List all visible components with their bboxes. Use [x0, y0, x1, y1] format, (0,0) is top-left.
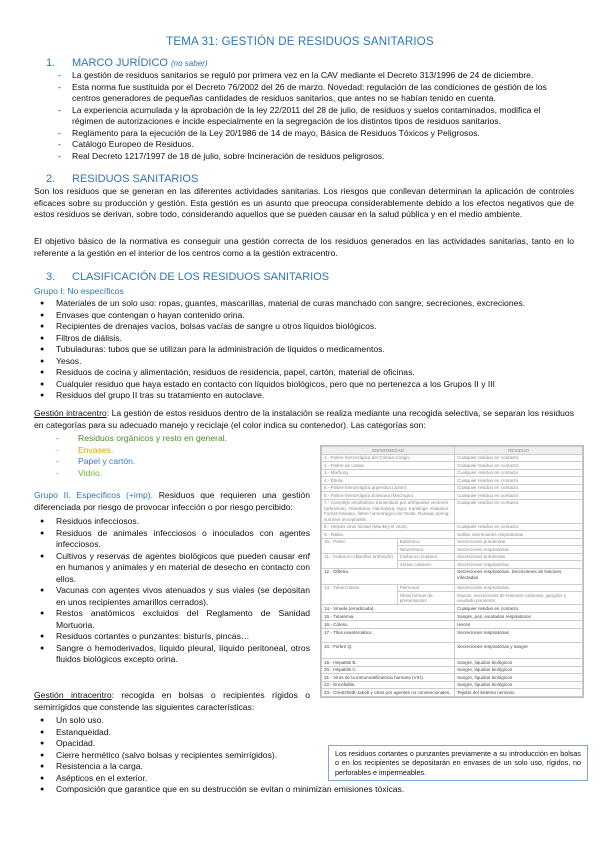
grupo2-item: ● Vacunas con agentes vivos atenuados y sus viales (se depositan en unos recipientes amarillos cerrados). [34, 585, 310, 608]
marco-list [58, 70, 572, 162]
table-cell-forma: Pulmonar: [397, 584, 454, 592]
grupo2-label: Grupo II. Específicos (+imp). [34, 490, 154, 500]
table-row [322, 469, 583, 477]
table-cell-enfermedad: 4.- Ébola. [322, 477, 455, 485]
table-cell-residuo: Secreciones purulentas [455, 553, 583, 561]
table-cell-residuo: Sangre, líquidos biológicos [455, 681, 583, 689]
table-cell-residuo: Cualquier residuo en contacto [455, 484, 583, 492]
table-row [322, 674, 583, 682]
table-cell-residuo: Sangre, pus, exudados respiratorios [455, 613, 583, 621]
marco-item: - Reglamento para la ejecución de la Ley 20/1986 de 14 de mayo, Básica de Residuos Tóxicos y Peligrosos. [58, 128, 572, 140]
grupo1-item: ● Residuos de cocina y alimentación, residuos de residencia, papel, cartón, material de oficinas. [34, 367, 584, 379]
marco-item: - La experiencia acumulada y la aprobación de la ley 22/2011 del 28 de julio, de residuos y suelos contaminados, modifica el régimen de autorizaciones e incide especialmente en la segregación de los distintos tipos de residuos sanitarios. [58, 105, 572, 128]
table-cell-enfermedad: 13.- Tuberculosis. [322, 584, 398, 605]
gestion2-item: ● Resistencia a la carga. [34, 761, 584, 773]
table-row [322, 484, 583, 492]
table-cell-enfermedad: 14.- Viruela (erradicada). [322, 605, 455, 613]
table-cell-residuo: Cualquier residuo en contacto [455, 477, 583, 485]
table-cell-enfermedad: 21.- Virus de la inmunodeficiencia humana (VIH). [322, 674, 455, 682]
table-cell-enfermedad: 16.- Cólera. [322, 621, 455, 629]
table-row [322, 643, 583, 659]
gestion1-text: : La gestión de estos residuos dentro de la instalación se realiza mediante una recogida selectiva, se separan los residuos en categorías para su adecuado manejo y reciclaje (el color indica su contenedor). Las categorías son: [34, 408, 575, 430]
table-cell-forma: Neumónica: [397, 546, 454, 554]
section-heading-residuos [46, 172, 198, 187]
marco-item: - Esta norma fue sustituida por el Decreto 76/2002 del 26 de marzo. Novedad: regulación de las condiciones de gestión de los centros generadores de pequeñas cantidades de residuos sanitarios, que antes no se habían tenido en cuenta. [58, 82, 572, 105]
table-cell-residuo: Cualquier residuo en contacto [455, 454, 583, 462]
categoria-item: - Envases. [56, 445, 296, 457]
section-heading-clasificacion [46, 270, 329, 285]
table-cell-enfermedad: 10.- Fiebre Q. [322, 643, 455, 659]
grupo1-label: Grupo I: No específicos [34, 286, 124, 296]
gestion2-item: ● Asépticos en el exterior. [34, 773, 584, 785]
table-cell-forma: Bubónica: [397, 538, 454, 546]
grupo1-item: ● Yesos. [34, 356, 584, 368]
table-cell-enfermedad: 5.- Fiebre hemorrágica argentina (Junin). [322, 484, 455, 492]
grupo2-paragraph [34, 490, 310, 513]
table-cell-enfermedad: 1.- Fiebre hemorrágica del Crimea-Congo. [322, 454, 455, 462]
grupo1-item: ● Residuos del grupo II tras su tratamiento en autoclave. [34, 390, 584, 402]
table-cell-residuo: Cualquier residuo en contacto [455, 523, 583, 531]
table-row [322, 568, 583, 584]
grupo1-item: ● Tubuladuras: tubos que se utilizan para la administración de líquidos o medicamentos. [34, 344, 584, 356]
section-label: RESIDUOS SANITARIOS [72, 173, 199, 185]
grupo1-item: ● Filtros de diálisis. [34, 333, 584, 345]
table-cell-residuo: Secreciones respiratorias [455, 629, 583, 643]
table-cell-residuo: Cualquier residuo en contacto [455, 462, 583, 470]
section-number: 3. [46, 271, 56, 283]
section-number: 1. [46, 57, 56, 69]
grupo1-item: ● Recipientes de drenajes vacíos, bolsas vacías de sangre u otros líquidos biológicos. [34, 321, 584, 333]
gestion2-item: ● Composición que garantice que en su destrucción se evitan o minimizan emisiones tóxicas. [34, 784, 584, 796]
table-row [322, 613, 583, 621]
table-row [322, 621, 583, 629]
grupo2-item: ● Residuos de animales infecciosos o inoculados con agentes infecciosos. [34, 528, 310, 551]
table-cell-enfermedad: 7.- Complejo encefalítico transmitido por artrópodos vectores (arbovirus): Absettarov, Hanzalova, Hypr, Kumlinge, Kiasanur Forest Disease, fiebre hemorrágica de Omsk, Russian spring-summer encephalitis. [322, 499, 455, 523]
table-row [322, 531, 583, 539]
table-row [322, 462, 583, 470]
section-label: MARCO JURÍDICO [72, 57, 168, 69]
table-row [322, 477, 583, 485]
table-cell-enfermedad: 11.- Carbunco (Bacillus anthracis) [322, 553, 398, 568]
table-cell-residuo: Sangre, líquidos biológicos [455, 674, 583, 682]
gestion2-item: ● Estanqueidad. [34, 727, 584, 739]
table-cell-enfermedad: 23.- Creutzfeldt-Jakob y otras por agentes no convencionales. [322, 689, 455, 697]
gestion1-label: Gestión intracentro [34, 408, 107, 418]
section-number: 2. [46, 173, 56, 185]
table-cell-residuo: Tejidos del sistema nervioso [455, 689, 583, 697]
residuos-paragraph-1: Son los residuos que se generan en las diferentes actividades sanitarias. Los riesgos que conllevan determinan la aplicación de controles eficaces sobre su producción y gestión. Esta gestión es un asunto que preocupa considerablemente debido a los efectos negativos que de estos residuos se derivan, sobre todo, considerando aquellos que se pueden causar en la salud pública y en el medio ambiente. [34, 186, 574, 220]
table-cell-enfermedad: 9.- Rabia. [322, 531, 455, 539]
gestion2-item: ● Un solo uso. [34, 715, 584, 727]
table-cell-enfermedad: 20.- Hepatitis C. [322, 666, 455, 674]
categoria-item: - Residuos orgánicos y resto en general. [56, 433, 296, 445]
table-row [322, 499, 583, 523]
table-header: RESIDUO [455, 447, 583, 455]
marco-item: - La gestión de residuos sanitarios se reguló por primera vez en la CAV mediante el Decreto 313/1996 de 24 de diciembre. [58, 70, 572, 82]
grupo2-text: Residuos que requieren una gestión diferenciada por riesgo de provocar infección o por riesgo percibido: [34, 490, 310, 512]
table-cell-residuo: Sangre, líquidos biológicos [455, 659, 583, 667]
categoria-item: - Papel y cartón. [56, 456, 296, 468]
table-cell-enfermedad: 2.- Fiebre de Lassa. [322, 462, 455, 470]
gestion2-label: Gestión intracentro [34, 690, 112, 700]
table-cell-enfermedad: 22.- Encefalitis. [322, 681, 455, 689]
categoria-item: - Vidrio. [56, 468, 296, 480]
table-cell-residuo: Cualquier residuo en contacto [455, 469, 583, 477]
table-cell-forma: Ántrax cutáneo: [397, 561, 454, 569]
table-row [322, 681, 583, 689]
enfermedades-table [320, 445, 584, 698]
table-cell-residuo: Secreciones respiratorias [455, 584, 583, 592]
table-row [322, 553, 583, 561]
table-row [322, 584, 583, 592]
table-cell-residuo: Secreciones respiratorias [455, 561, 583, 569]
grupo2-item: ● Sangre o hemoderivados, líquido pleural, líquido peritoneal, otros fluidos biológicos excepto orina. [34, 643, 310, 666]
categorias-list [56, 433, 296, 479]
table-cell-residuo: Sangre, líquidos biológicos [455, 666, 583, 674]
table-cell-enfermedad: 10.- Peste. [322, 538, 398, 553]
grupo2-item: ● Cultivos y reservas de agentes biológicos que pueden causar enf en humanos y animales y en material de desecho en contacto con ellos. [34, 551, 310, 586]
gestion2-item: ● Cierre hermético (salvo bolsas y recipientes semirrígidos). [34, 750, 584, 762]
grupo2-item: ● Restos anatómicos excluidos del Reglamento de Sanidad Mortuoria. [34, 608, 310, 631]
table-row [322, 538, 583, 546]
section-note: (no saber) [171, 59, 208, 68]
gestion2-paragraph [34, 690, 310, 713]
table-cell-forma: Carbunco cutáneo: [397, 553, 454, 561]
marco-item: - Catálogo Europeo de Residuos. [58, 139, 572, 151]
cortantes-note: Los residuos cortantes o punzantes previamente a su introducción en bolsas o en los recipientes se depositarán en envases de un solo uso, rígidos, no perforables e impermeables. [328, 745, 588, 781]
residuos-paragraph-2: El objetivo básico de la normativa es conseguir una gestión correcta de los residuos generados en las actividades sanitarias, tanto en lo referente a la gestión en el interior de los centros como a la gestión extracentro. [34, 236, 574, 258]
table-cell-residuo: Saliva, secreciones respiratorias [455, 531, 583, 539]
table-cell-residuo: Cualquier residuo en contacto [455, 605, 583, 613]
table-row [322, 659, 583, 667]
table-row [322, 454, 583, 462]
grupo2-item: ● Residuos cortantes o punzantes: bisturís, pincas… [34, 631, 310, 643]
table-cell-enfermedad: 8.- Herpes virus simiae (Monkey B virus). [322, 523, 455, 531]
page-title: TEMA 31: GESTIÓN DE RESIDUOS SANITARIOS [166, 36, 434, 48]
table-row [322, 689, 583, 697]
table-cell-enfermedad: 15.- Tularemia. [322, 613, 455, 621]
gestion2-text: : recogida en bolsas o recipientes rígidos o semirrígidos que constende las siguientes características: [34, 690, 310, 712]
table-cell-enfermedad: 19.- Hepatitis B. [322, 659, 455, 667]
section-heading-marco [46, 56, 207, 71]
table-row [322, 629, 583, 643]
table-cell-enfermedad: 17.- Tifus exantemático. [322, 629, 455, 643]
table-cell-enfermedad: 12.- Difteria. [322, 568, 455, 584]
marco-item: - Real Decreto 1217/1997 de 18 de julio, sobre Incineración de residuos peligrosos. [58, 151, 572, 163]
table-row [322, 666, 583, 674]
grupo1-item: ● Cualquier residuo que haya estado en contacto con líquidos biológicos, pero que no pertenezca a los Grupos II y III [34, 379, 584, 391]
table-cell-residuo: Secreciones respiratorias. Secreciones de lesiones infectadas [455, 568, 583, 584]
table-cell-residuo: Cualquier residuo en contacto [455, 492, 583, 500]
table-cell-residuo: Secreciones respiratorias y sangre [455, 643, 583, 659]
gestion1-paragraph [34, 408, 574, 431]
table-cell-enfermedad: 6.- Fiebre hemorrágica boliviana (Machupo). [322, 492, 455, 500]
grupo2-list [34, 516, 310, 666]
table-row [322, 605, 583, 613]
table-header: ENFERMEDAD [322, 447, 455, 455]
gestion2-item: ● Opacidad. [34, 738, 584, 750]
grupo1-list [34, 298, 584, 402]
table-cell-residuo: Heces [455, 621, 583, 629]
table-cell-residuo: Cualquier residuo en contacto [455, 499, 583, 523]
table-cell-residuo: Esputo, secreciones de lesiones cutáneas, ganglios y exudado purulento [455, 592, 583, 605]
table-row [322, 523, 583, 531]
grupo2-item: ● Residuos infecciosos. [34, 516, 310, 528]
section-label: CLASIFICACIÓN DE LOS RESIDUOS SANITARIOS [72, 271, 330, 283]
table-cell-residuo: Secreciones respiratorias [455, 546, 583, 554]
table-cell-forma: Otras formas de presentación: [397, 592, 454, 605]
table-cell-residuo: Secreciones purulentas [455, 538, 583, 546]
grupo1-item: ● Envases que contengan o hayan contenido orina. [34, 310, 584, 322]
table-cell-enfermedad: 3.- Marburg. [322, 469, 455, 477]
grupo1-item: ● Materiales de un solo uso: ropas, guantes, mascarillas, material de curas manchado con sangre, secreciones, excreciones. [34, 298, 584, 310]
table-row [322, 492, 583, 500]
